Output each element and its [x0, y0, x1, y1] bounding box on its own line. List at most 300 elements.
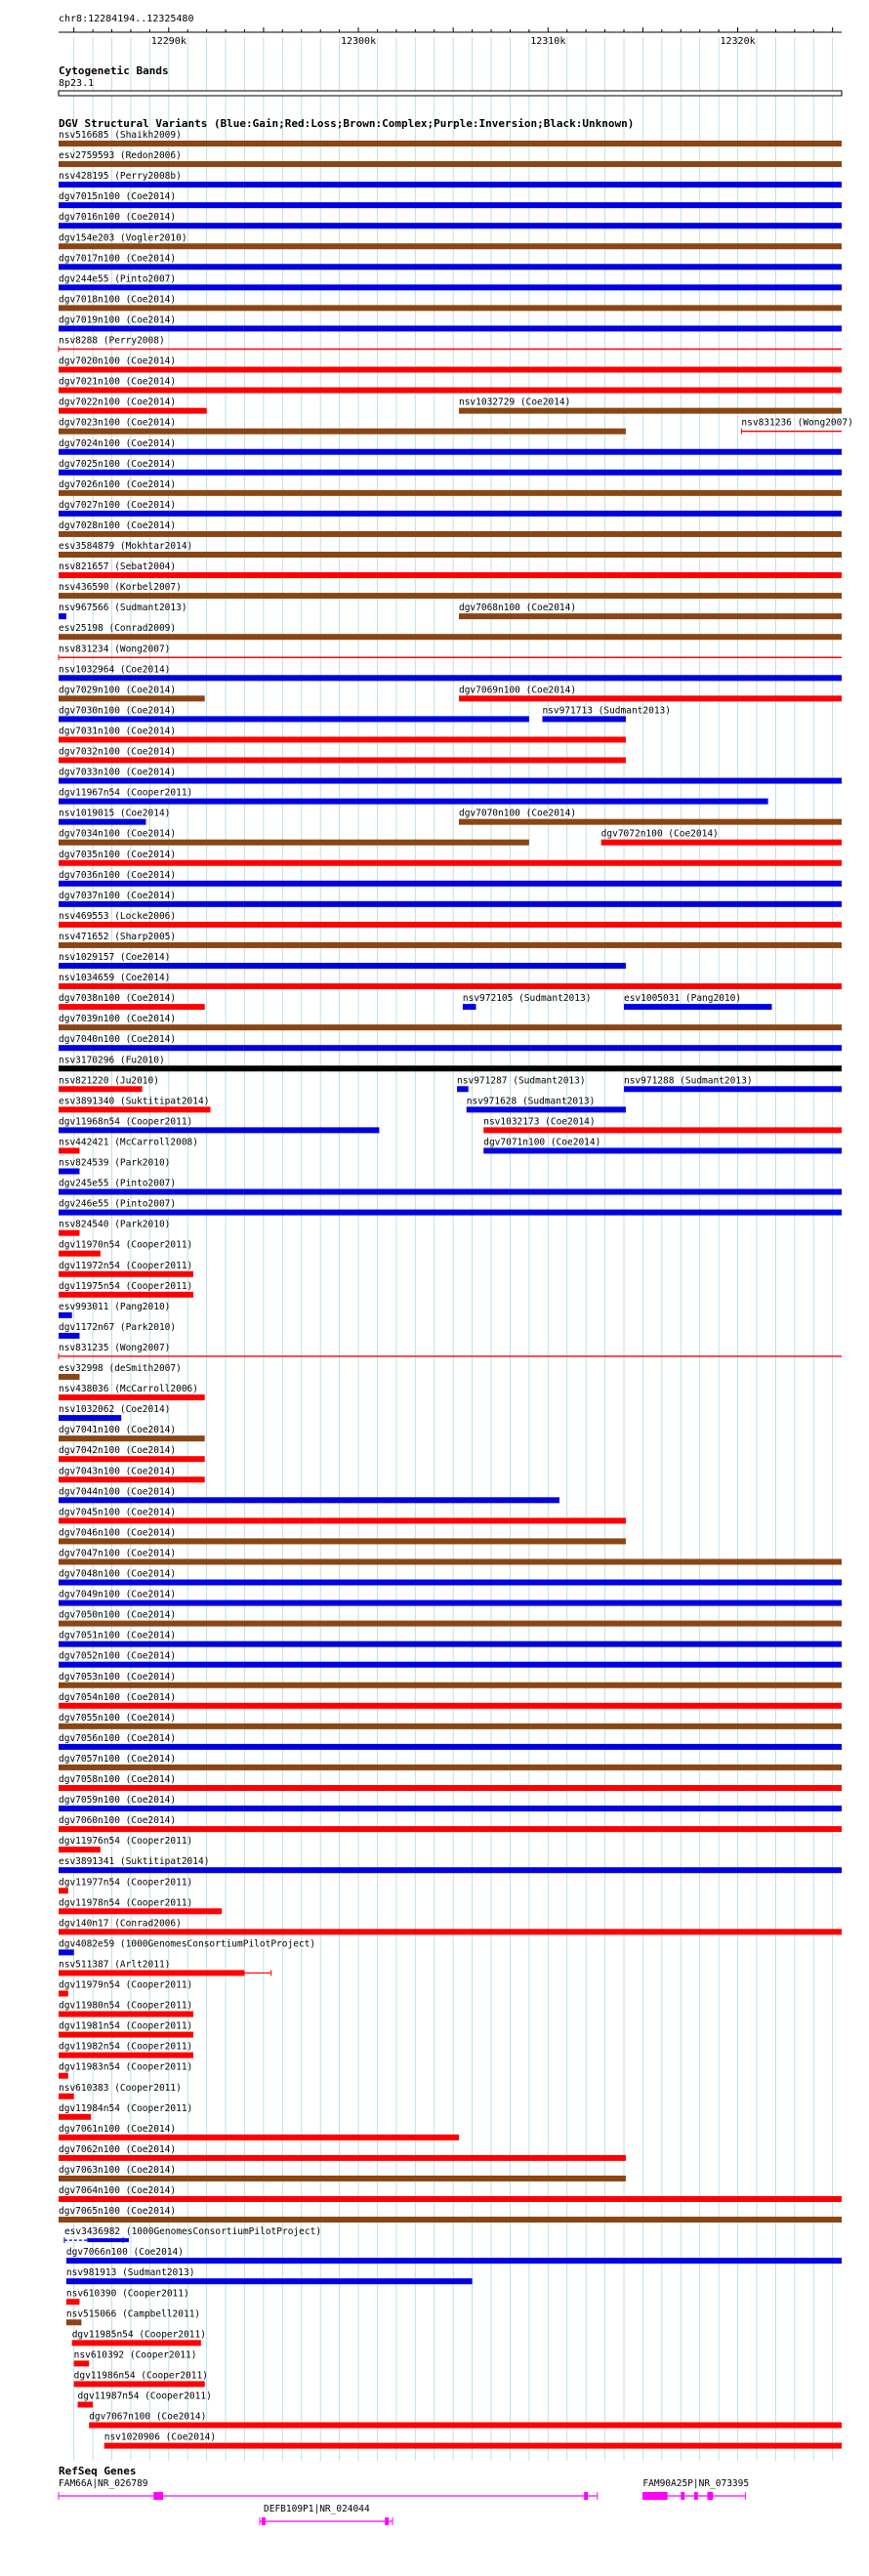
dgv-feature-bar — [59, 1333, 79, 1339]
dgv-feature-label: esv1005031 (Pang2010) — [623, 993, 742, 1005]
dgv-feature[interactable] — [59, 1938, 315, 1955]
dgv-feature[interactable] — [59, 150, 842, 167]
dgv-feature[interactable] — [59, 212, 842, 229]
dgv-feature-bar — [59, 1456, 205, 1462]
dgv-feature[interactable] — [59, 1486, 559, 1503]
dgv-feature-label: dgv11983n54 (Cooper2011) — [59, 2061, 193, 2073]
dgv-feature-bar — [59, 2135, 459, 2140]
ruler-tick-label: 12320k — [720, 36, 756, 47]
dgv-feature-label: dgv11970n54 (Cooper2011) — [59, 1239, 193, 1251]
dgv-feature-bar — [59, 2094, 74, 2099]
dgv-feature-bar — [59, 1908, 222, 1914]
dgv-feature-bar — [59, 778, 842, 784]
dgv-feature-label: nsv971713 (Sudmant2013) — [542, 705, 672, 717]
dgv-feature-label: dgv7072n100 (Coe2014) — [600, 828, 719, 840]
dgv-feature[interactable] — [483, 1116, 842, 1133]
dgv-feature[interactable] — [59, 1507, 626, 1523]
dgv-feature[interactable] — [59, 2021, 193, 2038]
dgv-feature-bar — [59, 2217, 842, 2223]
dgv-feature[interactable] — [74, 2349, 197, 2366]
dgv-feature-bar — [59, 1826, 842, 1832]
dgv-feature-bar — [59, 1580, 842, 1586]
dgv-feature-block — [87, 2238, 129, 2242]
dgv-feature-bar — [59, 1415, 121, 1421]
dgv-feature[interactable] — [74, 2370, 208, 2387]
dgv-feature-label: nsv971288 (Sudmant2013) — [623, 1075, 753, 1087]
refseq-gene[interactable] — [59, 2478, 598, 2500]
dgv-feature-label: nsv1034659 (Coe2014) — [59, 973, 171, 984]
dgv-feature[interactable] — [459, 685, 842, 701]
dgv-feature[interactable] — [59, 809, 170, 825]
dgv-feature[interactable] — [59, 1199, 842, 1216]
dgv-feature[interactable] — [59, 850, 842, 866]
dgv-feature-bar — [59, 758, 626, 764]
dgv-feature-label: dgv11982n54 (Cooper2011) — [59, 2041, 193, 2053]
dgv-feature-bar — [59, 305, 842, 311]
dgv-feature-label: dgv7071n100 (Coe2014) — [483, 1137, 601, 1148]
dgv-feature-label: dgv7067n100 (Coe2014) — [89, 2411, 207, 2423]
dgv-feature-bar — [59, 1558, 842, 1564]
dgv-feature[interactable] — [59, 705, 529, 722]
dgv-feature-label: esv993011 (Pang2010) — [59, 1301, 171, 1312]
dgv-feature-bar — [89, 2423, 842, 2429]
dgv-feature-label: dgv7047n100 (Coe2014) — [59, 1548, 177, 1559]
dgv-feature[interactable] — [59, 273, 842, 290]
dgv-feature[interactable] — [59, 1466, 205, 1482]
dgv-feature-label: dgv7061n100 (Coe2014) — [59, 2123, 177, 2135]
dgv-feature-bar — [59, 325, 842, 331]
dgv-feature-label: dgv7040n100 (Coe2014) — [59, 1034, 177, 1046]
dgv-feature-label: nsv469553 (Locke2006) — [59, 910, 177, 922]
dgv-feature-label: dgv11978n54 (Cooper2011) — [59, 1897, 193, 1909]
dgv-feature-label: dgv7022n100 (Coe2014) — [59, 396, 177, 408]
dgv-feature[interactable] — [59, 1014, 842, 1030]
dgv-feature-bar — [59, 1065, 842, 1071]
dgv-feature[interactable] — [59, 1959, 271, 1975]
dgv-feature-bar — [59, 1024, 842, 1030]
dgv-feature[interactable] — [59, 2165, 626, 2181]
dgv-feature-bar — [78, 2402, 94, 2408]
dgv-feature-label: dgv11977n54 (Cooper2011) — [59, 1877, 193, 1889]
dgv-feature[interactable] — [59, 1363, 182, 1380]
dgv-feature[interactable] — [624, 993, 772, 1010]
dgv-feature[interactable] — [59, 747, 626, 764]
dgv-feature-label: nsv1032964 (Coe2014) — [59, 664, 171, 676]
dgv-feature-label: dgv7030n100 (Coe2014) — [59, 705, 177, 717]
dgv-feature[interactable] — [59, 1754, 842, 1770]
dgv-feature[interactable] — [59, 418, 626, 435]
dgv-feature-bar — [483, 1127, 842, 1133]
dgv-feature[interactable] — [59, 1980, 192, 1997]
dgv-feature-bar — [59, 1662, 842, 1668]
dgv-feature[interactable] — [59, 438, 842, 455]
dgv-feature-bar — [59, 284, 842, 290]
dgv-feature-bar — [467, 1106, 626, 1112]
dgv-feature[interactable] — [59, 1590, 842, 1606]
dgv-feature[interactable] — [59, 870, 842, 887]
dgv-feature-label: dgv11979n54 (Cooper2011) — [59, 1979, 193, 1991]
dgv-feature[interactable] — [104, 2432, 842, 2449]
dgv-feature-label: dgv7044n100 (Coe2014) — [59, 1486, 177, 1498]
dgv-feature-bar — [59, 1785, 842, 1791]
dgv-feature-bar — [59, 1744, 842, 1750]
dgv-feature[interactable] — [59, 561, 842, 578]
dgv-feature-bar — [459, 819, 842, 825]
dgv-feature[interactable] — [59, 768, 842, 784]
dgv-feature-label: dgv7054n100 (Coe2014) — [59, 1691, 177, 1703]
dgv-feature[interactable] — [463, 993, 592, 1010]
dgv-feature-bar — [59, 1476, 205, 1482]
dgv-feature-label: nsv824540 (Park2010) — [59, 1219, 171, 1230]
dgv-feature-bar — [59, 2196, 842, 2202]
dgv-feature[interactable] — [59, 520, 842, 537]
dgv-feature[interactable] — [59, 1034, 842, 1051]
dgv-feature[interactable] — [59, 1548, 842, 1564]
dgv-feature[interactable] — [66, 2247, 842, 2264]
dgv-feature[interactable] — [59, 1343, 842, 1359]
dgv-feature[interactable] — [59, 2124, 459, 2140]
dgv-feature-bar — [59, 942, 842, 948]
dgv-track — [59, 130, 853, 2449]
dgv-feature[interactable] — [59, 1877, 192, 1893]
dgv-feature[interactable] — [59, 2185, 842, 2202]
dgv-feature[interactable] — [459, 602, 842, 619]
dgv-feature-label: nsv1032062 (Coe2014) — [59, 1404, 171, 1416]
dgv-feature-bar — [59, 881, 842, 887]
gene-exon — [584, 2492, 588, 2500]
dgv-feature-bar — [59, 1621, 842, 1627]
dgv-feature-bar — [59, 1435, 205, 1441]
dgv-feature-bar — [59, 963, 626, 969]
dgv-feature[interactable] — [59, 2062, 192, 2079]
dgv-feature-bar — [59, 182, 842, 187]
dgv-feature-label: nsv971287 (Sudmant2013) — [457, 1075, 586, 1087]
dgv-feature-bar — [59, 408, 207, 414]
dgv-feature[interactable] — [483, 1137, 842, 1153]
dgv-feature-label: dgv140n17 (Conrad2006) — [59, 1918, 182, 1930]
dgv-feature[interactable] — [542, 705, 671, 722]
dgv-feature-bar — [59, 1929, 842, 1934]
dgv-feature[interactable] — [59, 1096, 211, 1112]
dgv-feature-label: dgv7051n100 (Coe2014) — [59, 1630, 177, 1641]
dgv-feature-bar — [459, 408, 842, 414]
dgv-feature[interactable] — [59, 644, 842, 660]
dgv-feature[interactable] — [59, 1404, 170, 1421]
dgv-feature-label: dgv7018n100 (Coe2014) — [59, 294, 177, 306]
gene-exon — [707, 2492, 713, 2500]
dgv-feature[interactable] — [59, 2144, 626, 2161]
dgv-feature[interactable] — [59, 1815, 842, 1832]
dgv-feature[interactable] — [59, 582, 842, 599]
dgv-feature[interactable] — [59, 1302, 170, 1318]
dgv-feature[interactable] — [59, 2042, 193, 2058]
dgv-feature-bar — [59, 1847, 101, 1852]
gene-exon — [642, 2492, 667, 2500]
dgv-feature-bar — [59, 388, 842, 394]
cytoband-label: 8p23.1 — [59, 78, 95, 89]
gene-exon — [681, 2492, 684, 2500]
dgv-feature-label: dgv7017n100 (Coe2014) — [59, 253, 177, 265]
dgv-feature-bar — [59, 1147, 79, 1153]
dgv-feature-bar — [59, 799, 768, 805]
dgv-feature-label: esv25198 (Conrad2009) — [59, 623, 177, 635]
dgv-feature-bar — [59, 1991, 68, 1997]
dgv-feature[interactable] — [59, 891, 842, 907]
dgv-feature[interactable] — [59, 1220, 170, 1236]
dgv-feature-bar — [59, 367, 842, 373]
dgv-feature-label: nsv824539 (Park2010) — [59, 1157, 171, 1169]
refseq-gene-label: FAM66A|NR_026789 — [59, 2478, 148, 2489]
dgv-feature-bar — [59, 1292, 193, 1298]
dgv-feature[interactable] — [59, 541, 842, 558]
dgv-feature-label: esv3891341 (Suktitipat2014) — [59, 1856, 210, 1868]
dgv-feature-bar — [59, 695, 205, 701]
dgv-feature[interactable] — [59, 1610, 842, 1627]
dgv-feature[interactable] — [741, 418, 852, 435]
dgv-feature[interactable] — [59, 2103, 192, 2120]
dgv-feature-label: nsv967566 (Sudmant2013) — [59, 602, 187, 614]
dgv-feature-bar — [59, 1806, 842, 1811]
dgv-feature-bar — [59, 449, 842, 455]
dgv-feature[interactable] — [78, 2391, 212, 2408]
dgv-feature-label: dgv11986n54 (Cooper2011) — [73, 2370, 208, 2382]
dgv-feature-bar — [542, 716, 625, 722]
dgv-feature[interactable] — [59, 459, 842, 476]
dgv-feature[interactable] — [59, 973, 842, 989]
refseq-track — [59, 2478, 749, 2525]
dgv-feature[interactable] — [59, 1137, 198, 1153]
dgv-feature[interactable] — [59, 1918, 842, 1934]
cytoband-bar[interactable] — [59, 91, 842, 96]
dgv-feature-label: nsv831234 (Wong2007) — [59, 644, 171, 655]
dgv-feature[interactable] — [59, 1692, 842, 1709]
dgv-feature-bar — [74, 2381, 205, 2387]
dgv-feature-bar — [59, 819, 145, 825]
dgv-feature[interactable] — [601, 829, 842, 846]
dgv-feature-label: dgv244e55 (Pinto2007) — [59, 273, 177, 285]
dgv-feature-bar — [59, 593, 842, 599]
dgv-feature[interactable] — [59, 1672, 842, 1688]
dgv-feature-label: dgv154e203 (Vogler2010) — [59, 232, 187, 244]
dgv-feature[interactable] — [59, 1569, 842, 1586]
gene-exon — [385, 2517, 389, 2525]
dgv-feature[interactable] — [59, 1322, 176, 1339]
dgv-feature-label: esv2759593 (Redon2006) — [59, 150, 182, 162]
dgv-feature-label: dgv1172n67 (Park2010) — [59, 1321, 177, 1333]
dgv-feature[interactable] — [59, 829, 529, 846]
dgv-feature-bar — [59, 1127, 379, 1133]
dgv-feature[interactable] — [59, 1856, 842, 1873]
dgv-feature[interactable] — [59, 1179, 842, 1195]
dgv-feature-label: dgv7065n100 (Coe2014) — [59, 2206, 177, 2218]
dgv-feature[interactable] — [59, 1158, 170, 1175]
dgv-feature-label: esv32998 (deSmith2007) — [59, 1363, 182, 1374]
dgv-feature[interactable] — [59, 1713, 842, 1729]
dgv-feature[interactable] — [59, 2001, 193, 2017]
dgv-feature-label: dgv245e55 (Pinto2007) — [59, 1178, 177, 1189]
dgv-feature[interactable] — [59, 932, 842, 948]
ruler-tick-label: 12290k — [150, 36, 186, 47]
dgv-feature-bar — [59, 983, 842, 989]
dgv-feature-bar — [59, 511, 842, 517]
dgv-feature-bar — [59, 429, 626, 435]
dgv-feature[interactable] — [59, 130, 842, 146]
dgv-feature[interactable] — [59, 952, 626, 969]
dgv-feature-bar — [624, 1004, 772, 1010]
dgv-feature[interactable] — [59, 1527, 626, 1544]
dgv-feature-bar — [59, 1169, 79, 1175]
dgv-feature[interactable] — [59, 314, 842, 331]
dgv-feature[interactable] — [59, 1897, 222, 1914]
dgv-feature[interactable] — [59, 191, 842, 208]
dgv-track-title: DGV Structural Variants (Blue:Gain;Red:Loss;Brown:Complex;Purple:Inversion;Black:Unknown) — [59, 117, 635, 130]
dgv-feature-bar — [59, 141, 842, 146]
dgv-feature[interactable] — [59, 1425, 205, 1441]
dgv-feature[interactable] — [59, 500, 842, 517]
dgv-feature-label: dgv7057n100 (Coe2014) — [59, 1753, 177, 1765]
dgv-feature[interactable] — [59, 171, 842, 187]
dgv-feature-label: dgv7026n100 (Coe2014) — [59, 478, 177, 490]
dgv-feature-label: dgv7060n100 (Coe2014) — [59, 1815, 177, 1827]
dgv-feature-bar — [66, 2299, 80, 2305]
dgv-feature-bar — [59, 2012, 193, 2017]
dgv-feature-bar — [59, 531, 842, 537]
dgv-feature[interactable] — [59, 993, 205, 1010]
dgv-feature-label: dgv7032n100 (Coe2014) — [59, 746, 177, 758]
dgv-feature-label: dgv11987n54 (Cooper2011) — [77, 2390, 212, 2402]
dgv-feature[interactable] — [59, 336, 842, 353]
dgv-feature-label: dgv7029n100 (Coe2014) — [59, 685, 177, 696]
dgv-feature-label: nsv1032173 (Coe2014) — [483, 1116, 596, 1128]
dgv-feature-bar — [59, 1045, 842, 1051]
dgv-feature-bar — [59, 1004, 205, 1010]
dgv-feature-label: dgv7021n100 (Coe2014) — [59, 376, 177, 388]
dgv-feature-bar — [59, 1949, 74, 1955]
dgv-feature[interactable] — [59, 726, 626, 742]
dgv-feature[interactable] — [59, 685, 205, 701]
dgv-feature[interactable] — [59, 1795, 842, 1811]
dgv-feature-label: dgv7052n100 (Coe2014) — [59, 1650, 177, 1662]
dgv-feature[interactable] — [624, 1075, 842, 1092]
dgv-feature-label: nsv436590 (Korbel2007) — [59, 582, 182, 594]
dgv-feature-bar — [463, 1004, 476, 1010]
dgv-feature[interactable] — [59, 2083, 182, 2099]
dgv-feature-bar — [59, 1394, 205, 1400]
dgv-feature-bar — [59, 860, 842, 866]
dgv-feature[interactable] — [59, 377, 842, 394]
dgv-feature-label: nsv1032729 (Coe2014) — [458, 396, 571, 408]
dgv-feature-bar — [59, 2176, 626, 2181]
dgv-feature[interactable] — [459, 397, 842, 414]
dgv-feature-label: dgv7046n100 (Coe2014) — [59, 1527, 177, 1539]
ruler-tick-label: 12310k — [530, 36, 566, 47]
dgv-feature[interactable] — [59, 911, 842, 928]
dgv-feature-label: dgv7036n100 (Coe2014) — [59, 869, 177, 881]
dgv-feature-bar — [59, 572, 842, 578]
dgv-feature-bar — [59, 1517, 626, 1523]
dgv-feature[interactable] — [59, 664, 842, 681]
dgv-feature-label: dgv7059n100 (Coe2014) — [59, 1795, 177, 1807]
dgv-feature-bar — [66, 2278, 473, 2284]
dgv-feature[interactable] — [59, 1445, 205, 1462]
dgv-feature-label: dgv7070n100 (Coe2014) — [458, 808, 577, 819]
dgv-feature[interactable] — [72, 2329, 206, 2346]
dgv-feature-bar — [66, 2319, 82, 2325]
dgv-feature-label: esv3436982 (1000GenomesConsortiumPilotProject) — [63, 2226, 322, 2238]
dgv-feature[interactable] — [459, 809, 842, 825]
dgv-feature-bar — [457, 1086, 469, 1092]
refseq-gene[interactable] — [642, 2478, 749, 2500]
dgv-feature[interactable] — [59, 294, 842, 311]
dgv-feature[interactable] — [59, 1733, 842, 1750]
dgv-feature-label: nsv3170296 (Fu2010) — [59, 1055, 165, 1066]
dgv-feature-label: dgv7068n100 (Coe2014) — [458, 602, 577, 614]
position-label: chr8:12284194..12325480 — [59, 14, 194, 24]
dgv-feature-bar — [66, 2258, 842, 2264]
dgv-feature[interactable] — [59, 479, 842, 496]
dgv-feature[interactable] — [59, 1116, 379, 1133]
dgv-feature-label: esv3584879 (Mokhtar2014) — [59, 541, 193, 552]
dgv-feature[interactable] — [59, 1631, 842, 1647]
dgv-feature-bar — [59, 490, 842, 496]
dgv-feature-bar — [59, 901, 842, 907]
dgv-feature[interactable] — [66, 2288, 189, 2305]
dgv-feature[interactable] — [89, 2412, 842, 2429]
dgv-feature[interactable] — [59, 1240, 192, 1257]
dgv-feature-label: dgv11968n54 (Cooper2011) — [59, 1116, 193, 1128]
dgv-feature-label: nsv831235 (Wong2007) — [59, 1342, 171, 1353]
dgv-feature-bar — [59, 1641, 842, 1647]
dgv-feature-label: dgv7020n100 (Coe2014) — [59, 355, 177, 367]
dgv-feature-bar — [59, 1106, 211, 1112]
dgv-feature[interactable] — [59, 232, 842, 249]
dgv-feature[interactable] — [66, 2308, 200, 2325]
dgv-feature-bar — [459, 695, 842, 701]
dgv-feature[interactable] — [467, 1096, 626, 1112]
dgv-feature[interactable] — [59, 1651, 842, 1668]
dgv-feature-label: nsv511387 (Arlt2011) — [59, 1959, 171, 1971]
refseq-gene[interactable] — [260, 2504, 393, 2525]
dgv-feature-label: dgv7045n100 (Coe2014) — [59, 1507, 177, 1518]
dgv-feature-bar — [59, 1600, 842, 1606]
dgv-feature[interactable] — [59, 1075, 159, 1092]
dgv-feature-bar — [59, 1538, 626, 1544]
dgv-feature[interactable] — [59, 2206, 842, 2223]
dgv-feature[interactable] — [59, 602, 187, 619]
dgv-feature[interactable] — [59, 253, 842, 270]
dgv-feature[interactable] — [457, 1075, 586, 1092]
dgv-feature[interactable] — [59, 623, 842, 640]
dgv-feature[interactable] — [59, 1055, 842, 1071]
dgv-feature[interactable] — [59, 356, 842, 373]
dgv-feature[interactable] — [59, 397, 207, 414]
dgv-feature-bar — [104, 2443, 842, 2449]
dgv-feature-label: nsv1029157 (Coe2014) — [59, 952, 171, 963]
dgv-feature-bar — [59, 613, 66, 619]
dgv-feature[interactable] — [59, 1774, 842, 1791]
dgv-feature[interactable] — [59, 1261, 193, 1277]
dgv-feature[interactable] — [59, 1836, 192, 1852]
dgv-feature[interactable] — [59, 1384, 205, 1400]
dgv-feature-bar — [59, 1888, 68, 1893]
dgv-feature-label: dgv246e55 (Pinto2007) — [59, 1198, 177, 1210]
dgv-feature-label: dgv11975n54 (Cooper2011) — [59, 1280, 193, 1292]
dgv-feature-bar — [59, 1210, 842, 1216]
dgv-feature[interactable] — [59, 1281, 193, 1298]
dgv-feature[interactable] — [66, 2267, 473, 2284]
dgv-feature-label: nsv610392 (Cooper2011) — [73, 2349, 197, 2361]
dgv-feature-bar — [624, 1086, 842, 1092]
